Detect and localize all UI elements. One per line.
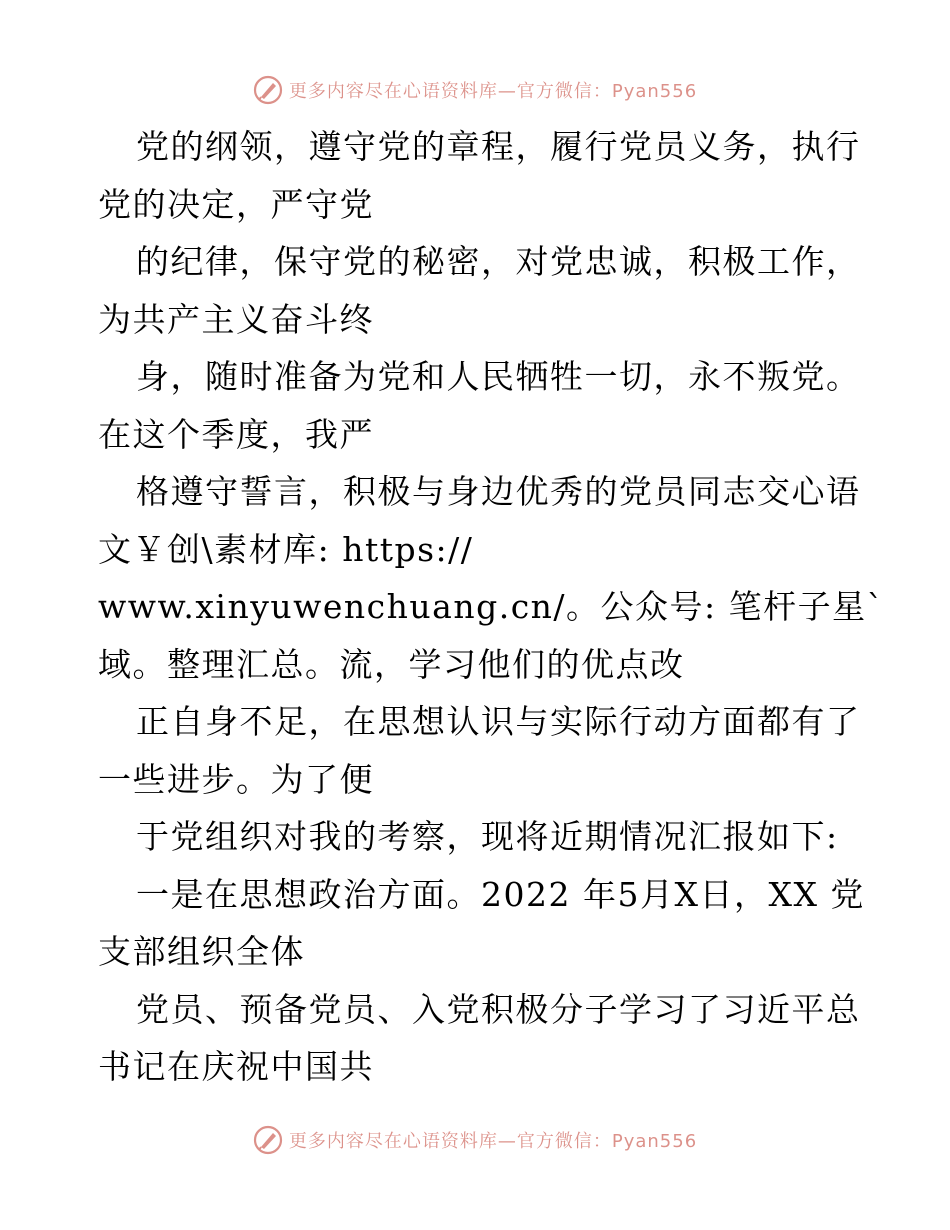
text-line: 格遵守誓言，积极与身边优秀的党员同志交心语 <box>136 472 861 511</box>
text-line: www.xinyuwenchuang.cn/。公众号: 笔杆子星` <box>98 587 885 626</box>
text-line: 一是在思想政治方面。2022 年5月X日，XX 党 <box>136 874 865 914</box>
quill-logo-icon <box>253 75 283 105</box>
text-line: 书记在庆祝中国共 <box>98 1047 374 1086</box>
watermark-text: 更多内容尽在心语资料库—官方微信：Pyan556 <box>288 1131 698 1152</box>
text-line: 为共产主义奋斗终 <box>98 299 374 339</box>
text-line: 文￥创\素材库: https:// <box>98 529 474 569</box>
text-line: 身，随时准备为党和人民牺牲一切，永不叛党。 <box>136 357 861 396</box>
footer-watermark <box>0 1120 950 1160</box>
text-line: 在这个季度，我严 <box>98 414 374 454</box>
text-line: 党的决定，严守党 <box>98 184 374 224</box>
text-line: 支部组织全体 <box>98 932 305 971</box>
header-watermark <box>0 70 950 110</box>
document-body <box>98 118 885 1096</box>
text-line: 正自身不足，在思想认识与实际行动方面都有了 <box>136 702 861 741</box>
text-line: 于党组织对我的考察，现将近期情况汇报如下: <box>136 817 839 856</box>
watermark-text: 更多内容尽在心语资料库—官方微信：Pyan556 <box>288 81 698 102</box>
text-line: 党的纲领，遵守党的章程，履行党员义务，执行 <box>136 127 861 166</box>
text-line: 域。整理汇总。流，学习他们的优点改 <box>98 644 685 684</box>
quill-logo-icon <box>253 1125 283 1155</box>
text-line: 一些进步。为了便 <box>98 759 374 799</box>
text-line: 党员、预备党员、入党积极分子学习了习近平总 <box>136 989 861 1029</box>
text-line: 的纪律，保守党的秘密，对党忠诚，积极工作， <box>136 242 861 281</box>
